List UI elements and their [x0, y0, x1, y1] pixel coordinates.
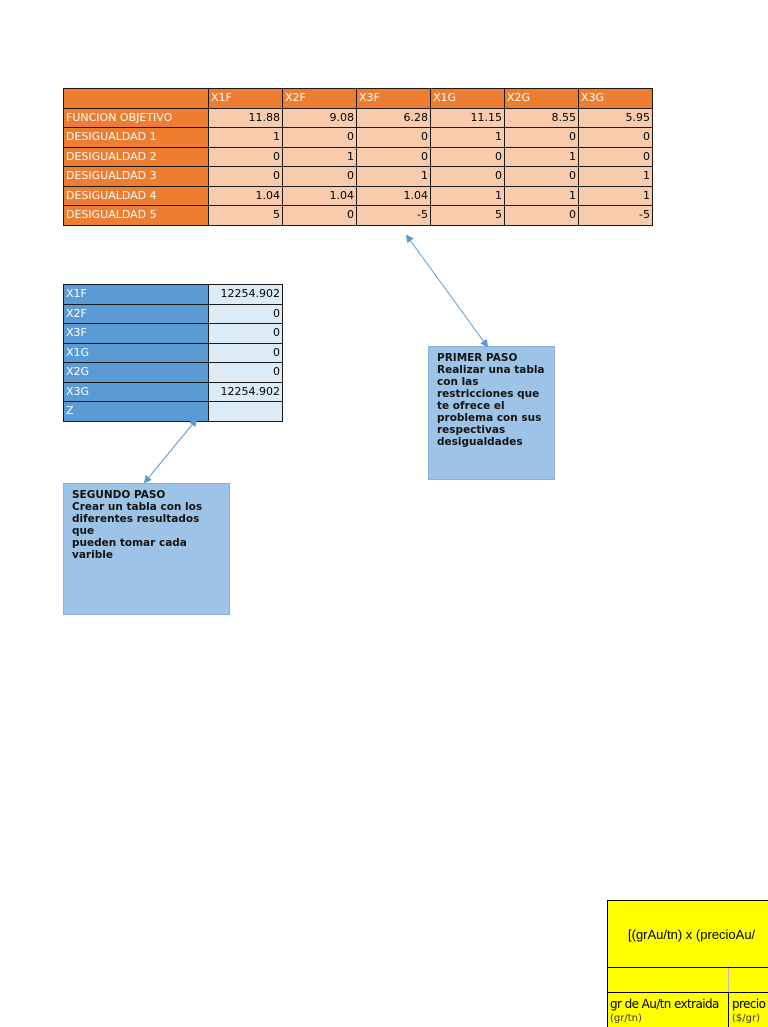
formula-text: [(grAu/tn) x (precioAu/ — [628, 927, 756, 942]
table-row — [64, 304, 283, 324]
note-line: SEGUNDO PASO — [72, 489, 166, 501]
table-row — [64, 363, 283, 383]
row-label: X3G — [64, 382, 209, 402]
table-cell: 0 — [505, 128, 579, 148]
row-label: X1F — [64, 285, 209, 305]
table-cell: 0 — [431, 147, 505, 167]
table-cell: 1 — [209, 128, 283, 148]
table-cell: 0 — [283, 128, 357, 148]
column-divider — [728, 992, 729, 1027]
arrow-primer-paso — [407, 236, 487, 346]
table-cell: 12254.902 — [209, 382, 283, 402]
note-line: te ofrece el — [437, 400, 505, 412]
variable-results-table — [63, 284, 283, 422]
table-cell: 0 — [579, 128, 653, 148]
table-cell: 1 — [431, 186, 505, 206]
table-cell: 1.04 — [283, 186, 357, 206]
header-cell: X2F — [283, 89, 357, 109]
column-divider — [728, 968, 729, 992]
header-cell — [64, 89, 209, 109]
table-row — [64, 108, 653, 128]
formula-table-fragment — [607, 967, 768, 1027]
table-row — [64, 285, 283, 305]
note-segundo-paso — [63, 483, 230, 615]
note-line: diferentes resultados que — [72, 513, 200, 537]
table-cell: -5 — [357, 206, 431, 226]
column-header-precio: precio — [732, 997, 766, 1011]
table-cell: 0 — [209, 363, 283, 383]
column-header-gr-au: gr de Au/tn extraida — [610, 997, 719, 1011]
table-cell: 1 — [505, 147, 579, 167]
row-label: DESIGUALDAD 1 — [64, 128, 209, 148]
row-label: X2G — [64, 363, 209, 383]
table-cell: 0 — [209, 304, 283, 324]
row-label: DESIGUALDAD 5 — [64, 206, 209, 226]
row-label: DESIGUALDAD 3 — [64, 167, 209, 187]
row-divider — [608, 992, 768, 993]
note-line: restricciones que — [437, 388, 540, 400]
table-cell: 0 — [357, 147, 431, 167]
table-cell: 1 — [431, 128, 505, 148]
note-line: varible — [72, 549, 113, 561]
table-cell: 1.04 — [357, 186, 431, 206]
table-cell: 0 — [209, 147, 283, 167]
table-cell: 1 — [579, 167, 653, 187]
row-label: X1G — [64, 343, 209, 363]
table-cell: 6.28 — [357, 108, 431, 128]
table-row — [64, 343, 283, 363]
objective-constraints-table — [63, 88, 653, 226]
table-cell: 8.55 — [505, 108, 579, 128]
table-header-row — [64, 89, 653, 109]
table-cell: 1 — [283, 147, 357, 167]
note-line: Crear un tabla con los — [72, 501, 203, 513]
table-cell: 0 — [579, 147, 653, 167]
note-line: con las — [437, 376, 479, 388]
header-cell: X1F — [209, 89, 283, 109]
row-label: X3F — [64, 324, 209, 344]
table-cell: 11.88 — [209, 108, 283, 128]
table-row — [64, 382, 283, 402]
table-cell — [209, 402, 283, 422]
table-cell: 1 — [579, 186, 653, 206]
table-row — [64, 147, 653, 167]
header-cell: X1G — [431, 89, 505, 109]
table-row — [64, 324, 283, 344]
note-line: respectivas — [437, 424, 506, 436]
row-label: FUNCION OBJETIVO — [64, 108, 209, 128]
column-unit-gr-tn: (gr/tn) — [610, 1013, 642, 1024]
table-cell: 0 — [209, 343, 283, 363]
row-label: X2F — [64, 304, 209, 324]
table-cell: 0 — [431, 167, 505, 187]
table-cell: 0 — [209, 167, 283, 187]
note-line: pueden tomar cada — [72, 537, 187, 549]
row-label: DESIGUALDAD 2 — [64, 147, 209, 167]
table-cell: 5.95 — [579, 108, 653, 128]
table-cell: 0 — [505, 206, 579, 226]
table-cell: 0 — [283, 206, 357, 226]
table-cell: 0 — [283, 167, 357, 187]
table-cell: 12254.902 — [209, 285, 283, 305]
header-cell: X3F — [357, 89, 431, 109]
note-line: problema con sus — [437, 412, 542, 424]
note-line: PRIMER PASO — [437, 352, 518, 364]
table-row — [64, 402, 283, 422]
table-cell: 5 — [209, 206, 283, 226]
row-label: DESIGUALDAD 4 — [64, 186, 209, 206]
note-line: desigualdades — [437, 436, 523, 448]
note-primer-paso — [428, 346, 555, 480]
table-row — [64, 128, 653, 148]
table-cell: 1.04 — [209, 186, 283, 206]
table-cell: 1 — [357, 167, 431, 187]
arrow-segundo-paso — [145, 420, 196, 482]
table-cell: 11.15 — [431, 108, 505, 128]
header-cell: X2G — [505, 89, 579, 109]
header-cell: X3G — [579, 89, 653, 109]
note-line: Realizar una tabla — [437, 364, 545, 376]
table-cell: 9.08 — [283, 108, 357, 128]
table-cell: 1 — [505, 186, 579, 206]
table-cell: -5 — [579, 206, 653, 226]
formula-box — [607, 900, 768, 968]
table-cell: 0 — [209, 324, 283, 344]
table-cell: 0 — [505, 167, 579, 187]
table-row — [64, 167, 653, 187]
table-row — [64, 186, 653, 206]
table-row — [64, 206, 653, 226]
table-cell: 5 — [431, 206, 505, 226]
column-unit-usd-gr: ($/gr) — [732, 1013, 760, 1024]
row-label: Z — [64, 402, 209, 422]
table-cell: 0 — [357, 128, 431, 148]
